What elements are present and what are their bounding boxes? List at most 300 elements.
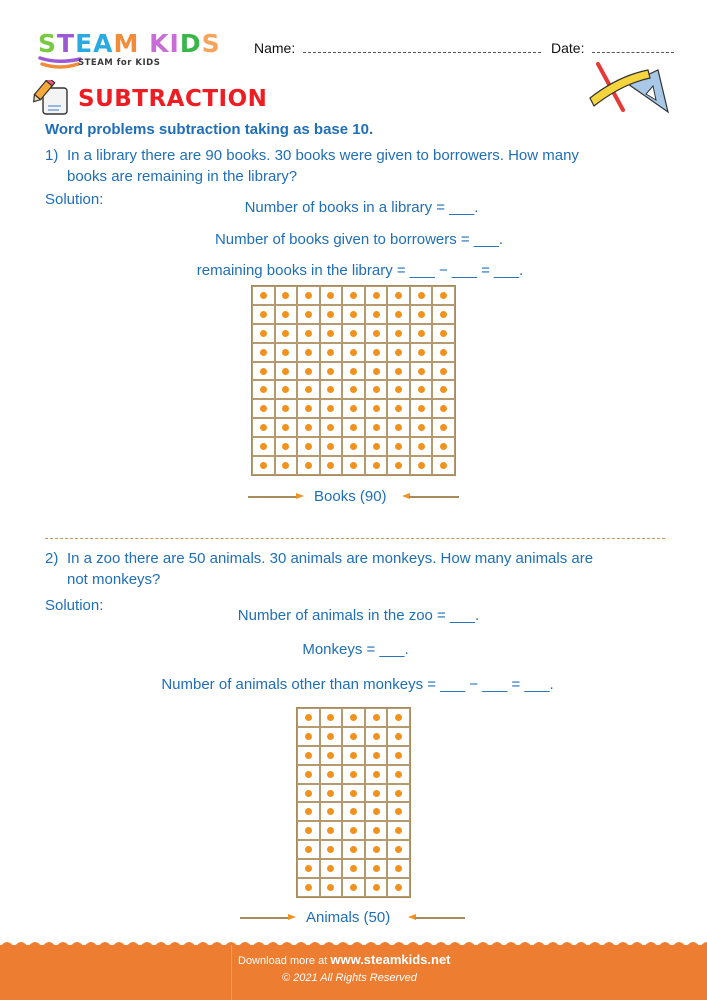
logo-swoosh-icon [38, 55, 83, 71]
dot-icon [350, 790, 357, 797]
grid-cell [410, 399, 433, 418]
grid-cell [342, 878, 365, 897]
grid-cell [365, 727, 388, 746]
grid-cell [365, 343, 388, 362]
grid-cell [252, 437, 275, 456]
problem-2-step-2: Monkeys = ___. [302, 641, 409, 658]
books-caption: Books (90) [314, 488, 387, 505]
dot-icon [327, 846, 334, 853]
dot-icon [350, 752, 357, 759]
dot-icon [350, 462, 357, 469]
grid-cell [297, 802, 320, 821]
grid-cell [432, 324, 455, 343]
dot-icon [327, 771, 334, 778]
dot-icon [350, 733, 357, 740]
dot-icon [350, 424, 357, 431]
problem-2-step-1: Number of animals in the zoo = ___. [237, 607, 480, 624]
dot-icon [327, 405, 334, 412]
dot-icon [418, 292, 425, 299]
grid-cell [365, 821, 388, 840]
dot-icon [373, 846, 380, 853]
dot-icon [350, 808, 357, 815]
grid-cell [365, 418, 388, 437]
dot-icon [373, 311, 380, 318]
grid-cell [342, 305, 365, 324]
grid-cell [252, 324, 275, 343]
grid-cell [365, 708, 388, 727]
grid-cell [342, 802, 365, 821]
grid-cell [365, 746, 388, 765]
dot-icon [350, 771, 357, 778]
arrow-right-line [240, 917, 290, 919]
grid-cell [387, 324, 410, 343]
dot-icon [282, 292, 289, 299]
arrow-left-line [409, 496, 459, 498]
dot-icon [395, 424, 402, 431]
dot-icon [395, 752, 402, 759]
dot-icon [440, 311, 447, 318]
dot-icon [418, 349, 425, 356]
grid-cell [432, 437, 455, 456]
dot-icon [373, 386, 380, 393]
footer-separator [231, 945, 232, 1000]
grid-cell [297, 399, 320, 418]
dot-icon [350, 311, 357, 318]
problem-1-step-1: Number of books in a library = ___. [244, 199, 479, 216]
grid-cell [252, 286, 275, 305]
dot-icon [373, 330, 380, 337]
footer-copyright: © 2021 All Rights Reserved [282, 972, 417, 984]
grid-cell [297, 784, 320, 803]
dot-icon [305, 752, 312, 759]
grid-cell [410, 305, 433, 324]
grid-cell [387, 380, 410, 399]
logo-letter: D [179, 29, 202, 58]
grid-cell [342, 380, 365, 399]
grid-cell [432, 399, 455, 418]
grid-cell [275, 362, 298, 381]
dot-icon [350, 865, 357, 872]
grid-cell [387, 399, 410, 418]
grid-cell [320, 840, 343, 859]
grid-cell [320, 878, 343, 897]
dot-icon [327, 884, 334, 891]
grid-cell [320, 456, 343, 475]
grid-cell [432, 343, 455, 362]
dot-icon [418, 311, 425, 318]
dot-icon [305, 790, 312, 797]
grid-cell [432, 380, 455, 399]
dot-icon [327, 330, 334, 337]
date-blank[interactable] [592, 40, 674, 53]
grid-cell [432, 362, 455, 381]
dot-icon [282, 311, 289, 318]
problem-1-number: 1) [45, 147, 59, 164]
dot-icon [327, 865, 334, 872]
grid-cell [320, 362, 343, 381]
dot-icon [350, 827, 357, 834]
logo-letter: M [113, 29, 140, 58]
grid-cell [342, 840, 365, 859]
dot-icon [440, 462, 447, 469]
grid-cell [320, 859, 343, 878]
grid-cell [342, 456, 365, 475]
logo-letter: I [169, 29, 180, 58]
logo-letter: S [201, 29, 221, 58]
grid-cell [320, 380, 343, 399]
dot-icon [395, 865, 402, 872]
dot-icon [327, 808, 334, 815]
problem-1-question-line2: books are remaining in the library? [67, 168, 298, 185]
grid-cell [387, 343, 410, 362]
dot-icon [440, 292, 447, 299]
dot-icon [350, 368, 357, 375]
dot-icon [395, 368, 402, 375]
grid-cell [387, 418, 410, 437]
grid-cell [297, 380, 320, 399]
dot-icon [373, 292, 380, 299]
section-divider [45, 538, 665, 539]
grid-cell [275, 286, 298, 305]
grid-cell [252, 456, 275, 475]
grid-cell [297, 362, 320, 381]
dot-icon [395, 733, 402, 740]
dot-icon [440, 349, 447, 356]
grid-cell [410, 362, 433, 381]
dot-icon [440, 368, 447, 375]
grid-cell [297, 286, 320, 305]
name-label: Name: [254, 40, 296, 56]
arrow-left-line [415, 917, 465, 919]
dot-icon [373, 733, 380, 740]
grid-cell [342, 727, 365, 746]
grid-cell [387, 784, 410, 803]
grid-cell [297, 708, 320, 727]
grid-cell [342, 746, 365, 765]
dot-icon [373, 714, 380, 721]
dot-icon [373, 808, 380, 815]
dot-icon [418, 330, 425, 337]
grid-cell [320, 708, 343, 727]
dot-icon [305, 405, 312, 412]
dot-icon [282, 462, 289, 469]
grid-cell [432, 286, 455, 305]
dot-icon [260, 405, 267, 412]
problem-2-step-3: Number of animals other than monkeys = ___ − ___ = ___. [161, 676, 554, 693]
dot-icon [327, 424, 334, 431]
grid-cell [275, 418, 298, 437]
dot-icon [305, 368, 312, 375]
grid-cell [275, 305, 298, 324]
grid-cell [320, 784, 343, 803]
grid-cell [365, 399, 388, 418]
grid-cell [252, 305, 275, 324]
dot-icon [373, 884, 380, 891]
dot-icon [395, 330, 402, 337]
dot-icon [260, 311, 267, 318]
dot-icon [327, 386, 334, 393]
dot-icon [373, 368, 380, 375]
logo-letter: S [38, 29, 58, 58]
dot-icon [418, 386, 425, 393]
dot-icon [327, 462, 334, 469]
grid-cell [342, 362, 365, 381]
grid-cell [365, 784, 388, 803]
dot-icon [395, 386, 402, 393]
grid-cell [387, 878, 410, 897]
dot-icon [418, 443, 425, 450]
grid-cell [365, 802, 388, 821]
grid-cell [275, 324, 298, 343]
arrow-right-line [248, 496, 298, 498]
dot-icon [350, 443, 357, 450]
grid-cell [342, 437, 365, 456]
grid-cell [410, 418, 433, 437]
dot-icon [327, 752, 334, 759]
grid-cell [342, 418, 365, 437]
dot-icon [440, 330, 447, 337]
dot-icon [373, 424, 380, 431]
dot-icon [260, 292, 267, 299]
document-pencil-icon [33, 80, 71, 116]
grid-cell [297, 305, 320, 324]
dot-icon [373, 443, 380, 450]
dot-icon [305, 311, 312, 318]
grid-cell [275, 437, 298, 456]
grid-cell [320, 746, 343, 765]
grid-cell [297, 437, 320, 456]
dot-icon [440, 386, 447, 393]
grid-cell [320, 821, 343, 840]
dot-icon [305, 386, 312, 393]
grid-cell [365, 362, 388, 381]
footer-download-text [238, 952, 451, 967]
grid-cell [320, 437, 343, 456]
footer-url-link[interactable]: www.steamkids.net [330, 952, 451, 967]
grid-cell [365, 437, 388, 456]
grid-cell [387, 456, 410, 475]
dot-icon [282, 386, 289, 393]
grid-cell [387, 765, 410, 784]
grid-cell [252, 362, 275, 381]
dot-icon [350, 386, 357, 393]
grid-cell [320, 418, 343, 437]
grid-cell [432, 418, 455, 437]
dot-icon [305, 424, 312, 431]
dot-icon [305, 865, 312, 872]
dot-icon [260, 424, 267, 431]
grid-cell [387, 305, 410, 324]
grid-cell [320, 324, 343, 343]
dot-icon [395, 884, 402, 891]
logo-letter: E [75, 29, 94, 58]
grid-cell [252, 380, 275, 399]
dot-icon [373, 405, 380, 412]
dot-icon [260, 368, 267, 375]
grid-cell [342, 821, 365, 840]
grid-cell [387, 437, 410, 456]
date-label: Date: [551, 40, 585, 56]
dot-icon [373, 462, 380, 469]
grid-cell [297, 878, 320, 897]
grid-cell [252, 343, 275, 362]
dot-icon [305, 808, 312, 815]
grid-cell [410, 343, 433, 362]
dot-icon [350, 349, 357, 356]
dot-icon [327, 790, 334, 797]
dot-icon [327, 733, 334, 740]
dot-icon [305, 349, 312, 356]
grid-cell [342, 765, 365, 784]
logo-wordmark [38, 31, 221, 57]
dot-icon [305, 884, 312, 891]
dot-icon [282, 349, 289, 356]
grid-cell [252, 399, 275, 418]
dot-icon [305, 771, 312, 778]
books-dot-grid [251, 285, 456, 476]
dot-icon [350, 714, 357, 721]
grid-cell [342, 286, 365, 305]
dot-icon [260, 386, 267, 393]
dot-icon [327, 311, 334, 318]
dot-icon [260, 330, 267, 337]
dot-icon [440, 424, 447, 431]
dot-icon [327, 714, 334, 721]
grid-cell [387, 286, 410, 305]
dot-icon [327, 349, 334, 356]
dot-icon [395, 405, 402, 412]
grid-cell [342, 784, 365, 803]
logo-subtitle: STEAM for KIDS [78, 58, 161, 68]
grid-cell [410, 324, 433, 343]
grid-cell [297, 456, 320, 475]
grid-cell [342, 399, 365, 418]
problem-1-step-2: Number of books given to borrowers = ___. [214, 231, 504, 248]
dot-icon [305, 714, 312, 721]
grid-cell [320, 343, 343, 362]
grid-cell [387, 840, 410, 859]
dot-icon [395, 292, 402, 299]
grid-cell [320, 727, 343, 746]
dot-icon [282, 424, 289, 431]
dot-icon [418, 424, 425, 431]
grid-cell [365, 456, 388, 475]
grid-cell [387, 727, 410, 746]
grid-cell [297, 840, 320, 859]
grid-cell [387, 859, 410, 878]
dot-icon [305, 733, 312, 740]
grid-cell [320, 305, 343, 324]
grid-cell [297, 859, 320, 878]
problem-2-solution-label: Solution: [45, 597, 104, 614]
dot-icon [418, 462, 425, 469]
grid-cell [365, 324, 388, 343]
animals-dot-grid [296, 707, 411, 898]
dot-icon [305, 330, 312, 337]
animals-caption: Animals (50) [306, 909, 391, 926]
steam-kids-logo [38, 31, 233, 71]
dot-icon [395, 311, 402, 318]
dot-icon [260, 462, 267, 469]
grid-cell [432, 456, 455, 475]
grid-cell [410, 456, 433, 475]
dot-icon [260, 349, 267, 356]
grid-cell [365, 765, 388, 784]
problem-1-question-line1: In a library there are 90 books. 30 books were given to borrowers. How many [67, 147, 579, 164]
problem-2-question-line1: In a zoo there are 50 animals. 30 animals are monkeys. How many animals are [67, 550, 594, 567]
dot-icon [418, 368, 425, 375]
dot-icon [373, 771, 380, 778]
grid-cell [275, 380, 298, 399]
grid-cell [297, 765, 320, 784]
grid-cell [410, 380, 433, 399]
grid-cell [320, 399, 343, 418]
grid-cell [297, 418, 320, 437]
dot-icon [282, 330, 289, 337]
grid-cell [432, 305, 455, 324]
logo-letter: A [93, 29, 114, 58]
grid-cell [275, 399, 298, 418]
dot-icon [350, 405, 357, 412]
dot-icon [395, 443, 402, 450]
grid-cell [387, 746, 410, 765]
dot-icon [395, 846, 402, 853]
grid-cell [365, 286, 388, 305]
problem-2-question-line2: not monkeys? [67, 571, 161, 588]
dot-icon [282, 405, 289, 412]
grid-cell [320, 802, 343, 821]
dot-icon [327, 443, 334, 450]
date-field[interactable] [551, 40, 674, 56]
grid-cell [297, 746, 320, 765]
grid-cell [342, 324, 365, 343]
grid-cell [387, 708, 410, 727]
grid-cell [365, 305, 388, 324]
problem-1-step-3: remaining books in the library = ___ − ___ = ___. [196, 262, 524, 279]
grid-cell [410, 286, 433, 305]
dot-icon [373, 790, 380, 797]
grid-cell [365, 840, 388, 859]
name-field[interactable] [254, 40, 541, 56]
logo-letter [139, 29, 149, 58]
dot-icon [395, 808, 402, 815]
dot-icon [373, 349, 380, 356]
dot-icon [440, 443, 447, 450]
dot-icon [373, 865, 380, 872]
grid-cell [297, 727, 320, 746]
dot-icon [327, 292, 334, 299]
dot-icon [395, 771, 402, 778]
dot-icon [282, 443, 289, 450]
grid-cell [387, 821, 410, 840]
dot-icon [373, 752, 380, 759]
name-blank[interactable] [303, 40, 541, 53]
dot-icon [395, 714, 402, 721]
dot-icon [305, 846, 312, 853]
dot-icon [350, 846, 357, 853]
dot-icon [350, 330, 357, 337]
logo-letter: K [149, 29, 170, 58]
grid-cell [387, 802, 410, 821]
dot-icon [350, 884, 357, 891]
grid-cell [365, 878, 388, 897]
dot-icon [305, 462, 312, 469]
dot-icon [395, 349, 402, 356]
grid-cell [275, 456, 298, 475]
grid-cell [297, 821, 320, 840]
grid-cell [365, 380, 388, 399]
grid-cell [365, 859, 388, 878]
